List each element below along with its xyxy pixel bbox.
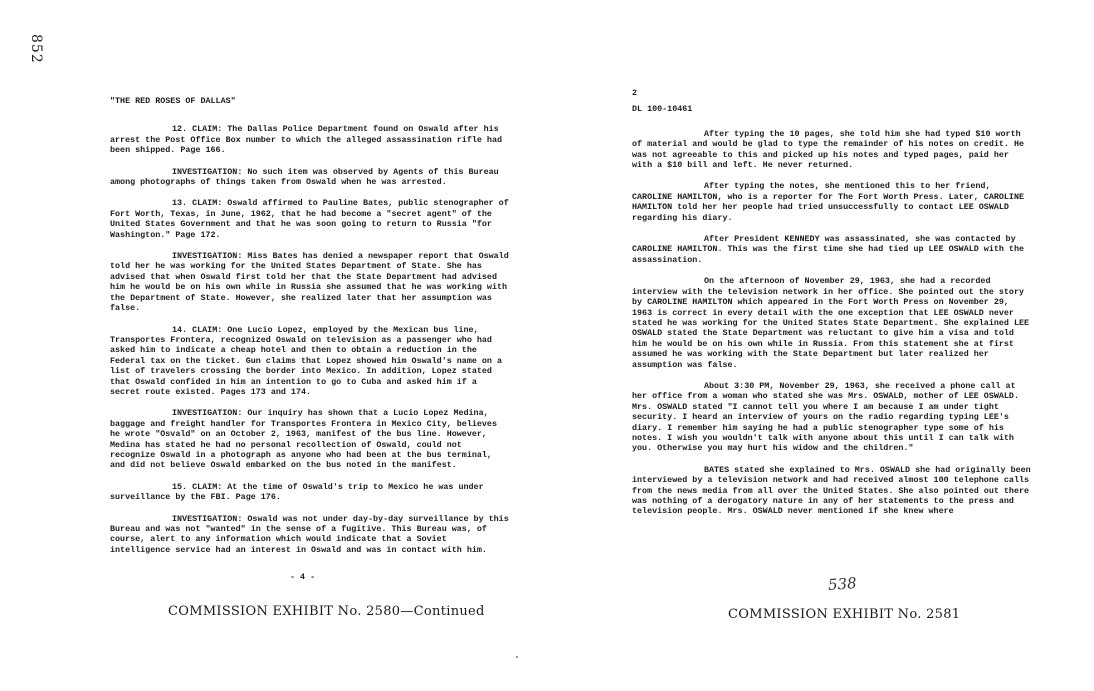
paragraph-claim-14: 14. CLAIM: One Lucio Lopez, employed by the Mexican bus line, Transportes Frontera, recognized Oswald on television as a passenger who had asked him to indicate a cheap hotel and then to obtain a reduction in the Federal tax on the ticket. Gun claims that Lopez showed him Oswald's name on a list of travelers crossing the border into Mexico. In addition, Lopez stated that Oswald confided in him an intention to go to Cuba and asked him if a secret route existed. Pages 173 and 174. — [110, 324, 503, 397]
paragraph-investigation-13: INVESTIGATION: Miss Bates has denied a newspaper report that Oswald told her he was working for the United States Department of State. She has advised that when Oswald first told her that the State Department had advised him he would be on his own while in Russia she assumed that he was working with the Department of State. However, she realized later that her assumption was false. — [110, 251, 509, 314]
right-exhibit-caption: COMMISSION EXHIBIT No. 2581 — [728, 607, 961, 622]
page-marker: - 4 - — [290, 572, 316, 582]
right-page-index: 2 — [632, 88, 638, 98]
paragraph-investigation-14: INVESTIGATION: Our inquiry has shown that a Lucio Lopez Medina, baggage and freight handler for Transportes Frontera in Mexico City, believes he wrote "Osvald" on an October 2, 1963, manifest of the bus line. However, Medina has stated he had no personal recollection of Oswald, could not recognize Oswald in a photograph as anyone who had been at the bus terminal, and did not believe Oswald embarked on the bus noted in the manifest. — [110, 408, 497, 471]
scan-speck — [516, 656, 518, 658]
paragraph-claim-13: 13. CLAIM: Oswald affirmed to Pauline Bates, public stenographer of Fort Worth, Texas, in June, 1962, that he had become a "secret agent" of the United States Government and that he was soon going to return to Russia "for Washington." Page 172. — [110, 198, 509, 240]
page-number: 852 — [28, 34, 44, 64]
right-document-column — [632, 88, 1032, 528]
right-paragraph-4: On the afternoon of November 29, 1963, she had a recorded interview with the television network in her office. She pointed out the story by CAROLINE HAMILTON which appeared in the Fort Worth Press on November 29, 1963 is correct in every detail with the one exception that LEE OSWALD never stated he was working for the United States State Department. She explained LEE OSWALD stated the State Department was reluctant to give him a visa and told him he would be on his own while in Russia. From this statement she at first assumed he was working with the State Department but later realized her assumption was false. — [632, 276, 1030, 370]
paragraph-investigation-12: INVESTIGATION: No such item was observed by Agents of this Bureau among photographs of things taken from Oswald when he was arrested. — [110, 166, 499, 188]
handwritten-number: 538 — [827, 574, 858, 594]
document-title: "THE RED ROSES OF DALLAS" — [110, 96, 236, 106]
paragraph-investigation-15: INVESTIGATION: Oswald was not under day-by-day surveillance by this Bureau and was not "wanted" in the sense of a fugitive. This Bureau was, of course, alert to any information which would indicate that a Soviet intelligence service had an interest in Oswald and was in contact with him. — [110, 513, 509, 555]
left-document-column — [110, 96, 510, 566]
paragraph-claim-15: 15. CLAIM: At the time of Oswald's trip to Mexico he was under surveillance by the FBI. Page 176. — [110, 481, 484, 503]
right-paragraph-2: After typing the notes, she mentioned this to her friend, CAROLINE HAMILTON, who is a reporter for The Fort Worth Press. Later, CAROLINE HAMILTON told her her people had tried unsuccessfully to contact LEE OSWALD regarding his diary. — [632, 181, 1025, 223]
right-paragraph-1: After typing the 10 pages, she told him she had typed $10 worth of material and would be glad to type the remainder of his notes on credit. He was not agreeable to this and picked up his notes and typed pages, paid her with a $10 bill and left. He never returned. — [632, 128, 1025, 171]
left-exhibit-caption: COMMISSION EXHIBIT No. 2580—Continued — [168, 604, 485, 619]
file-reference: DL 100-10461 — [632, 104, 693, 115]
right-paragraph-5: About 3:30 PM, November 29, 1963, she received a phone call at her office from a woman who stated she was Mrs. OSWALD, mother of LEE OSWALD. Mrs. OSWALD stated "I cannot tell you where I am because I am under tight security. I heard an interview of yours on the radio regarding typing LEE's diary. I remember him saying he had a public stenographer type some of his notes. I wish you wouldn't talk with anyone about this until I can talk with you. Otherwise you may hurt his widow and the children." — [632, 380, 1019, 454]
right-paragraph-6: BATES stated she explained to Mrs. OSWALD she had originally been interviewed by a television network and had received almost 100 telephone calls from the news media from all over the United States. She also pointed out there was nothing of a derogatory nature in any of her statements to the press and television people. Mrs. OSWALD never mentioned if she knew where — [632, 464, 1031, 517]
paragraph-claim-12: 12. CLAIM: The Dallas Police Department found on Oswald after his arrest the Post Office Box number to which the alleged assassination rifle had been shipped. Page 166. — [110, 124, 503, 156]
right-paragraph-3: After President KENNEDY was assassinated, she was contacted by CAROLINE HAMILTON. This was the first time she had tied up LEE OSWALD with the assassination. — [632, 234, 1025, 265]
